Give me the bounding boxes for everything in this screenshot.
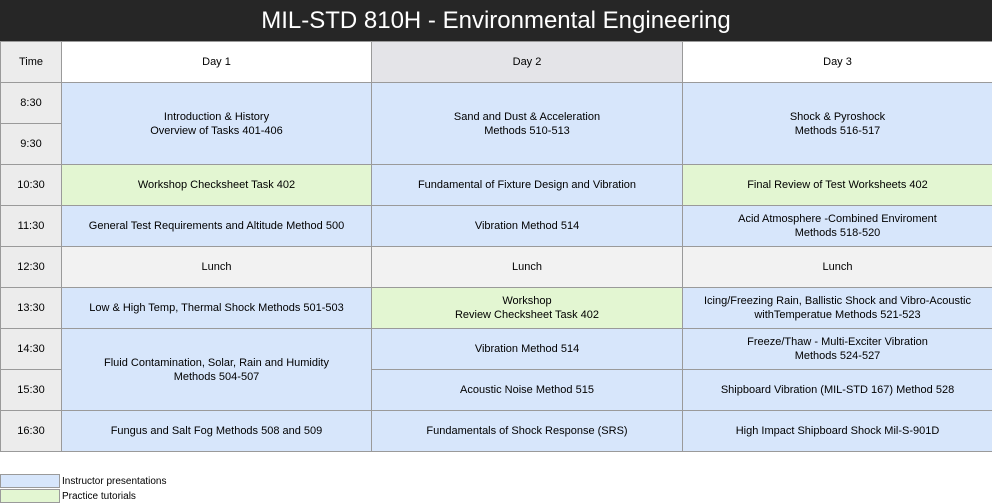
session-cell: Vibration Method 514 (372, 329, 683, 370)
session-cell: Introduction & History Overview of Tasks 401-406 (62, 83, 372, 165)
lunch-cell: Lunch (683, 247, 992, 288)
time-cell: 9:30 (1, 124, 62, 165)
session-cell: High Impact Shipboard Shock Mil-S-901D (683, 411, 992, 452)
time-cell: 10:30 (1, 165, 62, 206)
session-cell: Icing/Freezing Rain, Ballistic Shock and Vibro-Acoustic withTemperatue Methods 521-523 (683, 288, 992, 329)
session-cell: Shipboard Vibration (MIL-STD 167) Method 528 (683, 370, 992, 411)
session-cell: Fundamentals of Shock Response (SRS) (372, 411, 683, 452)
page-title: MIL-STD 810H - Environmental Engineering (0, 0, 992, 41)
header-time: Time (1, 42, 62, 83)
legend-swatch-instructor (0, 474, 60, 488)
legend-label-practice: Practice tutorials (62, 490, 136, 502)
header-day-2: Day 2 (372, 42, 683, 83)
time-cell: 11:30 (1, 206, 62, 247)
header-day-1: Day 1 (62, 42, 372, 83)
table-row (1, 247, 992, 288)
table-row (1, 206, 992, 247)
session-cell: Workshop Checksheet Task 402 (62, 165, 372, 206)
header-row (1, 42, 992, 83)
lunch-cell: Lunch (62, 247, 372, 288)
table-row (1, 411, 992, 452)
legend-instructor (0, 474, 167, 488)
session-cell: Vibration Method 514 (372, 206, 683, 247)
table-row (1, 288, 992, 329)
session-cell: Fluid Contamination, Solar, Rain and Humidity Methods 504-507 (62, 329, 372, 411)
table-row (1, 329, 992, 370)
session-cell: Acid Atmosphere -Combined Enviroment Methods 518-520 (683, 206, 992, 247)
schedule-table (0, 41, 992, 452)
time-cell: 14:30 (1, 329, 62, 370)
time-cell: 12:30 (1, 247, 62, 288)
time-cell: 15:30 (1, 370, 62, 411)
time-cell: 8:30 (1, 83, 62, 124)
session-cell: Freeze/Thaw - Multi-Exciter Vibration Methods 524-527 (683, 329, 992, 370)
legend-label-instructor: Instructor presentations (62, 475, 167, 487)
header-day-3: Day 3 (683, 42, 992, 83)
session-cell: Low & High Temp, Thermal Shock Methods 501-503 (62, 288, 372, 329)
session-cell: Fungus and Salt Fog Methods 508 and 509 (62, 411, 372, 452)
time-cell: 13:30 (1, 288, 62, 329)
legend-practice (0, 489, 136, 503)
lunch-cell: Lunch (372, 247, 683, 288)
legend-swatch-practice (0, 489, 60, 503)
session-cell: General Test Requirements and Altitude Method 500 (62, 206, 372, 247)
session-cell: Acoustic Noise Method 515 (372, 370, 683, 411)
session-cell: Shock & Pyroshock Methods 516-517 (683, 83, 992, 165)
session-cell: Sand and Dust & Acceleration Methods 510-513 (372, 83, 683, 165)
session-cell: Final Review of Test Worksheets 402 (683, 165, 992, 206)
session-cell: Fundamental of Fixture Design and Vibration (372, 165, 683, 206)
time-cell: 16:30 (1, 411, 62, 452)
table-row (1, 83, 992, 124)
table-row (1, 165, 992, 206)
session-cell: Workshop Review Checksheet Task 402 (372, 288, 683, 329)
